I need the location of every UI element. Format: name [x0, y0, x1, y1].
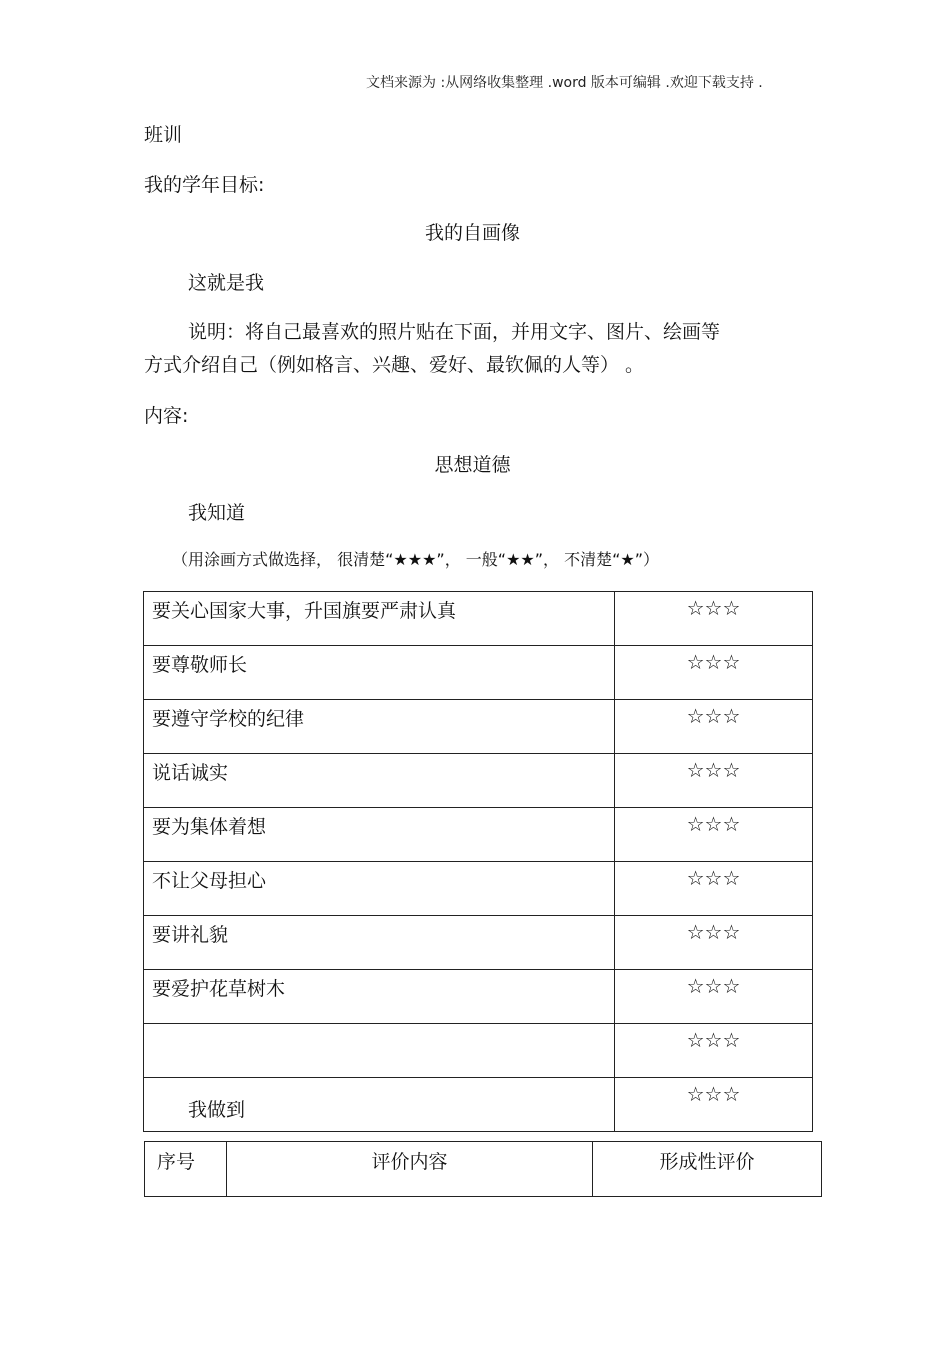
star-rating[interactable]: ☆☆☆	[615, 592, 813, 646]
content-label: 内容:	[144, 405, 189, 427]
item-text: 要关心国家大事，升国旗要严肃认真	[144, 592, 615, 646]
table-row	[144, 862, 813, 916]
item-text: 要为集体着想	[144, 808, 615, 862]
star-rating[interactable]: ☆☆☆	[615, 808, 813, 862]
table-row	[144, 592, 813, 646]
star-rating[interactable]: ☆☆☆	[615, 700, 813, 754]
table-row	[144, 700, 813, 754]
i-know-table	[143, 591, 813, 1132]
star-rating[interactable]: ☆☆☆	[615, 862, 813, 916]
star-rating[interactable]: ☆☆☆	[615, 754, 813, 808]
i-know-heading: 我知道	[188, 502, 246, 524]
this-is-me-heading: 这就是我	[188, 272, 265, 294]
star-rating[interactable]: ☆☆☆	[615, 1024, 813, 1078]
item-text: 要讲礼貌	[144, 916, 615, 970]
year-goal-label: 我的学年目标:	[144, 174, 265, 196]
header-note: 文档来源为 :从网络收集整理 .word 版本可编辑 .欢迎下载支持 .	[366, 75, 763, 91]
table-row	[144, 1024, 813, 1078]
item-text: 要爱护花草树木	[144, 970, 615, 1024]
table-row	[144, 970, 813, 1024]
i-do-heading: 我做到	[188, 1099, 246, 1121]
header-content: 评价内容	[227, 1142, 593, 1197]
table-row	[144, 916, 813, 970]
star-rating[interactable]: ☆☆☆	[615, 646, 813, 700]
i-do-header-row	[145, 1142, 822, 1197]
item-text: 要尊敬师长	[144, 646, 615, 700]
i-do-table	[144, 1141, 822, 1197]
header-evaluation: 形成性评价	[593, 1142, 822, 1197]
self-portrait-title: 我的自画像	[424, 222, 520, 244]
table-row	[144, 808, 813, 862]
table-row	[144, 646, 813, 700]
class-motto-label: 班训	[144, 124, 183, 146]
rating-hint: （用涂画方式做选择， 很清楚“★★★”， 一般“★★”， 不清楚“★”）	[172, 550, 660, 569]
header-index: 序号	[145, 1142, 227, 1197]
instruction-line-2: 方式介绍自己（例如格言、兴趣、爱好、最钦佩的人等） 。	[144, 354, 645, 376]
star-rating[interactable]: ☆☆☆	[615, 916, 813, 970]
table-row	[144, 754, 813, 808]
item-text: 要遵守学校的纪律	[144, 700, 615, 754]
star-rating[interactable]: ☆☆☆	[615, 970, 813, 1024]
moral-section-title: 思想道德	[434, 454, 511, 476]
item-text: 说话诚实	[144, 754, 615, 808]
star-rating[interactable]: ☆☆☆	[615, 1078, 813, 1132]
item-text	[144, 1024, 615, 1078]
instruction-line-1: 说明：将自己最喜欢的照片贴在下面，并用文字、图片、绘画等	[188, 321, 721, 343]
item-text: 不让父母担心	[144, 862, 615, 916]
